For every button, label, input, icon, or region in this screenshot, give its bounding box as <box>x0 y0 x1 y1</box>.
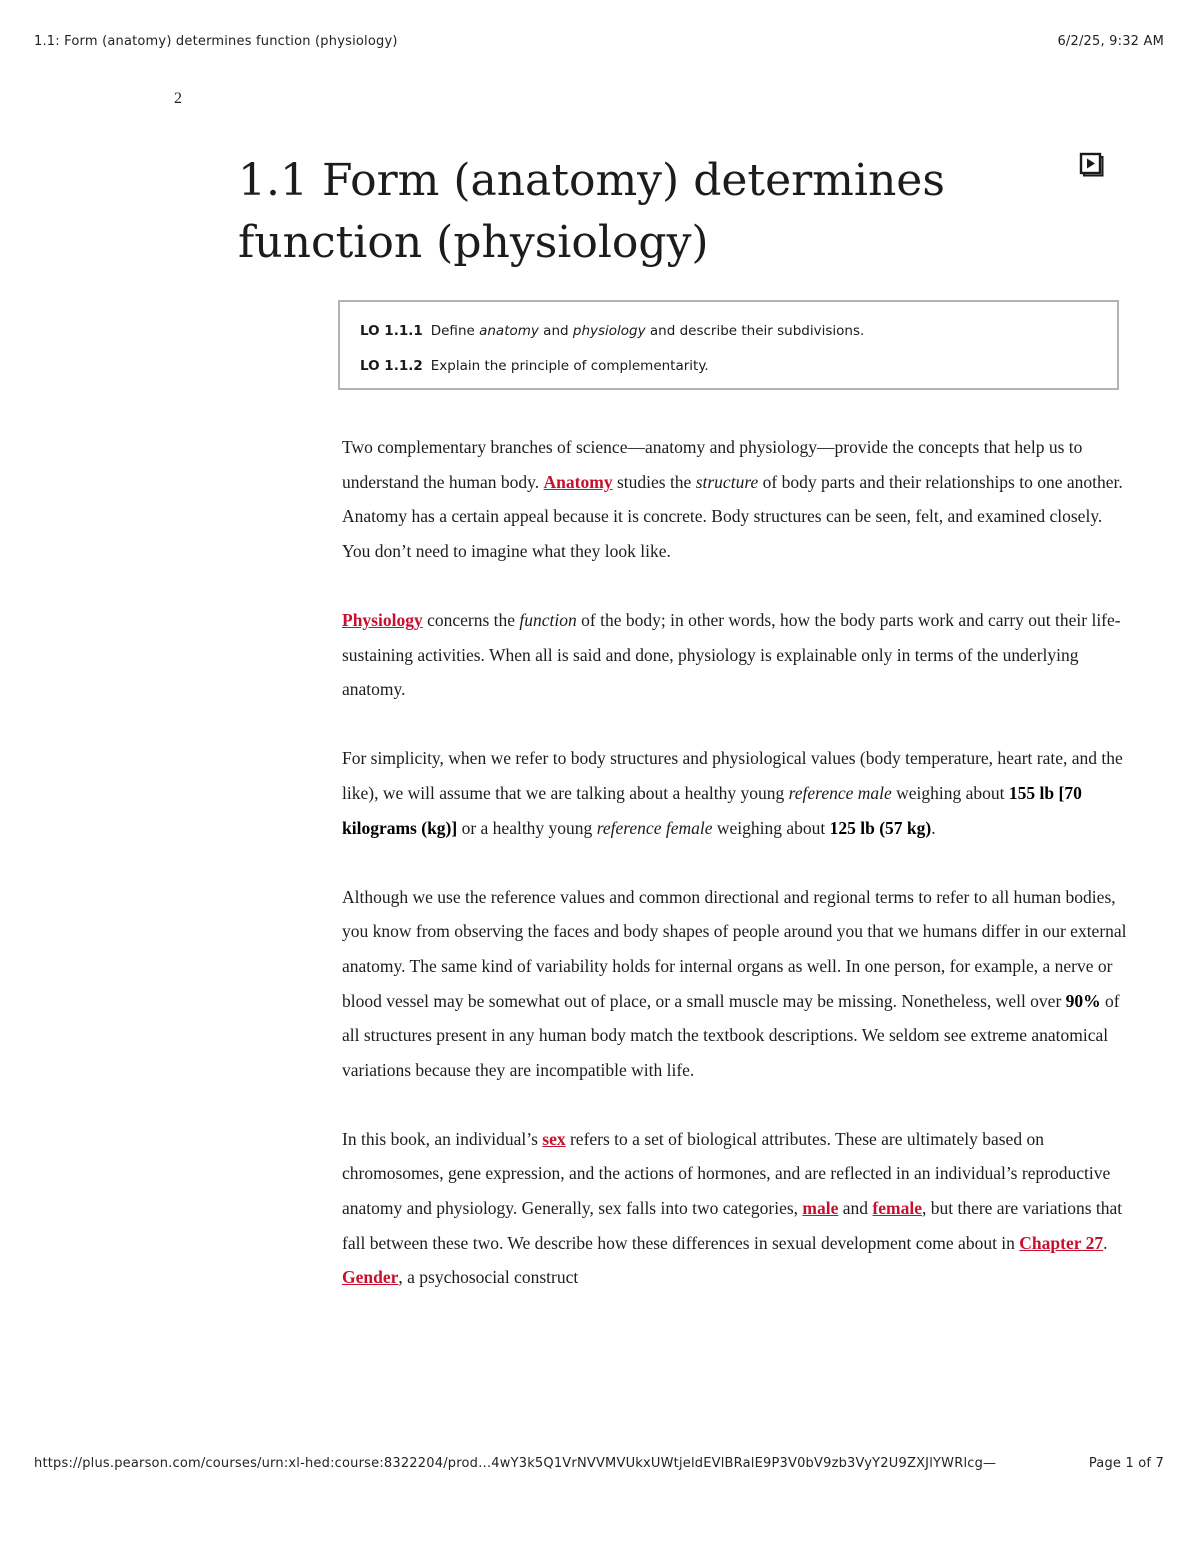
key-term-link[interactable]: Physiology <box>342 609 423 630</box>
body-text <box>342 430 1132 1329</box>
paragraph: Although we use the reference values and common directional and regional terms to refer to all human bodies, you know from observing the faces and body shapes of people around you that we humans differ in our external anatomy. The same kind of variability holds for internal organs as well. In one person, for example, a nerve or blood vessel may be somewhat out of place, or a small muscle may be missing. Nonetheless, well over 90% of all structures present in any human body match the textbook descriptions. We seldom see extreme anatomical variations because they are incompatible with life. <box>342 886 1127 1080</box>
learning-objective: LO 1.1.2 Explain the principle of complementarity. <box>360 358 709 374</box>
play-square-icon[interactable] <box>1079 152 1104 177</box>
section-heading: 1.1 Form (anatomy) determines function (physiology) <box>238 155 945 268</box>
key-term-link[interactable]: Gender <box>342 1267 399 1288</box>
key-term-link[interactable]: Anatomy <box>543 471 613 492</box>
page-count: Page 1 of 7 <box>1088 1456 1164 1471</box>
paragraph: Two complementary branches of science—anatomy and physiology—provide the concepts that help us to understand the human body. Anatomy studies the structure of body parts and their relationships to one another. Anatomy has a certain appeal because it is concrete. Body structures can be seen, felt, and examined closely. You don’t need to imagine what they look like. <box>342 437 1123 561</box>
paragraph: For simplicity, when we refer to body structures and physiological values (body temperature, heart rate, and the like), we will assume that we are talking about a healthy young reference male weighing about 155 lb [70 kilograms (kg)] or a healthy young reference female weighing about 125 lb (57 kg). <box>342 748 1123 838</box>
paragraph: In this book, an individual’s sex refers to a set of biological attributes. These are ultimately based on chromosomes, gene expression, and the actions of hormones, and are reflected in an individual’s reproductive anatomy and physiology. Generally, sex falls into two categories, male and female, but there are variations that fall between these two. We describe how these differences in sexual development come about in Chapter 27. Gender, a psychosocial construct <box>342 1128 1123 1288</box>
print-datetime: 6/2/25, 9:32 AM <box>1057 34 1164 49</box>
key-term-link[interactable]: sex <box>542 1128 566 1149</box>
lo-code: LO 1.1.2 <box>360 358 423 374</box>
page-number: 2 <box>174 90 182 107</box>
document-title: 1.1: Form (anatomy) determines function (physiology) <box>34 34 398 49</box>
chapter-link[interactable]: Chapter 27 <box>1019 1232 1104 1253</box>
learning-objectives-box <box>338 300 1119 390</box>
key-term-link[interactable]: female <box>872 1198 922 1219</box>
page-url: https://plus.pearson.com/courses/urn:xl-hed:course:8322204/prod…4wY3k5Q1VrNVVMVUkxUWtjeldEVlBRalE9P3V0bV9zb3VyY2U9ZXJlYWRlcg— <box>34 1456 997 1471</box>
learning-objective: LO 1.1.1 Define anatomy and physiology and describe their subdivisions. <box>360 323 865 339</box>
key-term-link[interactable]: male <box>802 1198 839 1219</box>
lo-code: LO 1.1.1 <box>360 323 423 339</box>
paragraph: Physiology concerns the function of the body; in other words, how the body parts work and carry out their life-sustaining activities. When all is said and done, physiology is explainable only in terms of the underlying anatomy. <box>342 609 1121 700</box>
